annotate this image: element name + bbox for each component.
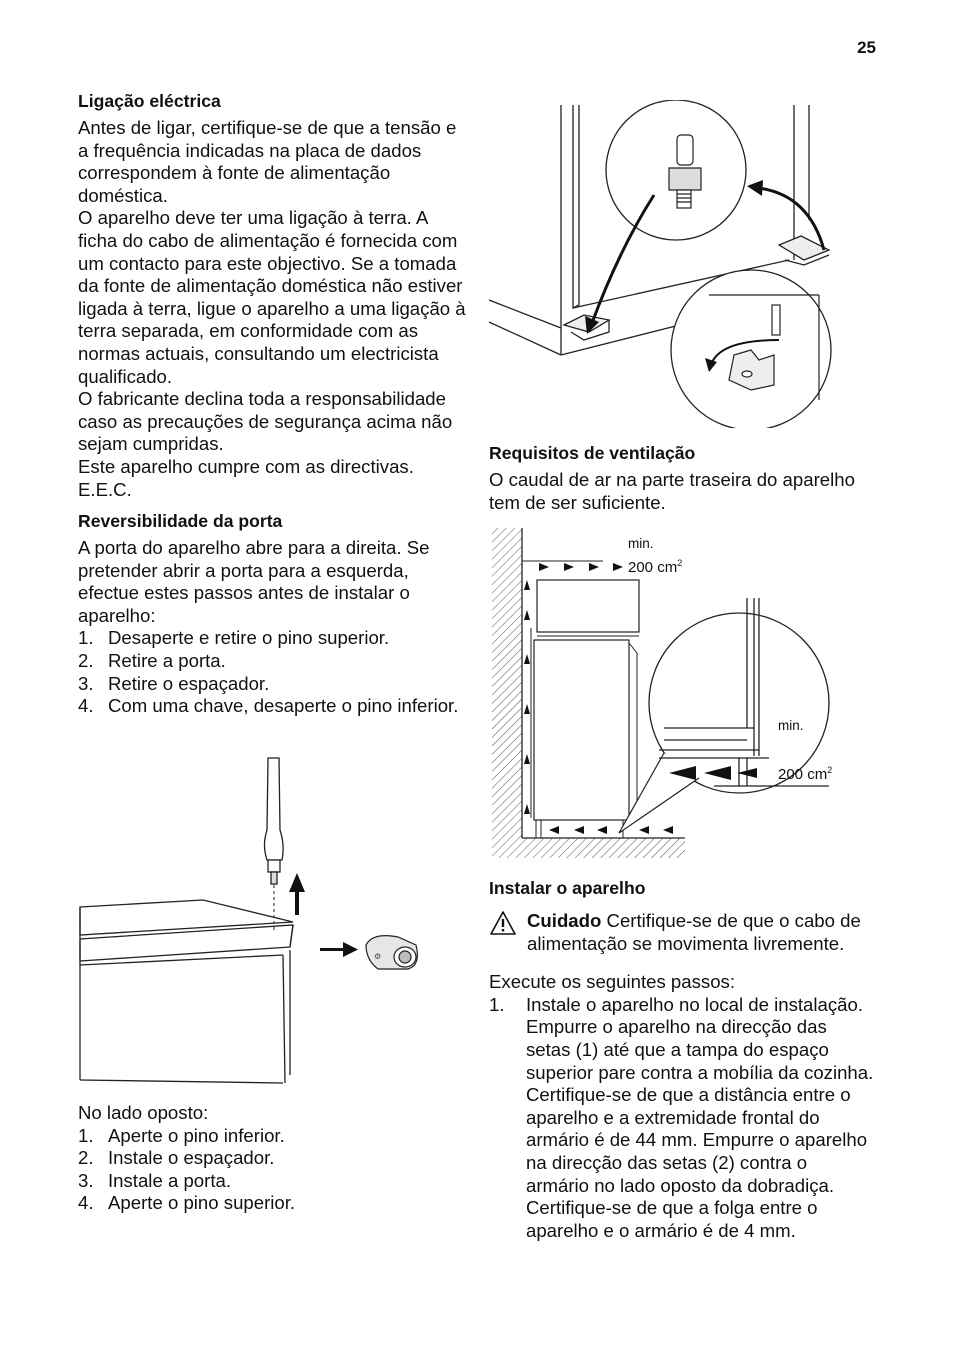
list-item: 4. Aperte o pino superior.: [78, 1192, 296, 1214]
ventilation-section: [489, 442, 883, 514]
left-column: [78, 90, 470, 727]
door-intro: A porta do aparelho abre para a direita. Se pretender abrir a porta para a esquerda, efectue estes passos antes de instalar o aparelho:: [78, 537, 430, 626]
door-section: [78, 510, 470, 718]
electrical-paragraph: Este aparelho cumpre com as directivas. E.E.C.: [78, 455, 414, 500]
list-item: 1. Instale o aparelho no local de instalação. Empurre o aparelho na direcção das setas (1) até que a tampa do espaço superior pare contra a mobília da cozinha. Certifique-se de que a distância entre o aparelho e a extremidade frontal do armário é de 44 mm. Empurre o aparelho na direcção das setas (2) contra o armário no lado oposto da dobradiça. Certifique-se de que a folga entre o aparelho e o armário é de 4 mm.: [489, 993, 874, 1241]
hinge-pin-illustration: [489, 100, 834, 428]
electrical-paragraph: Antes de ligar, certifique-se de que a tensão e a frequência indicadas na placa de dados correspondem à fonte de alimentação doméstica.: [78, 117, 457, 206]
vent-label-min-bottom: min.: [778, 718, 804, 733]
list-item: 3. Instale a porta.: [78, 1169, 232, 1191]
door-heading: Reversibilidade da porta: [78, 511, 283, 532]
warning-text: Cuidado Certifique-se de que o cabo de alimentação se movimenta livremente.: [527, 910, 861, 954]
warning-box: [489, 910, 883, 955]
install-steps: [489, 994, 883, 1243]
warning-title: Cuidado: [527, 910, 602, 931]
vent-label-area-bottom: 200 $cm^2$: [778, 765, 833, 783]
list-item: 3. Retire o espaçador.: [78, 672, 270, 694]
electrical-paragraph: O fabricante declina toda a responsabilidade caso as precauções de segurança acima não sejam cumpridas.: [78, 388, 453, 455]
svg-text:⚙: ⚙: [374, 952, 382, 961]
install-heading: Instalar o aparelho: [489, 878, 646, 898]
list-item: 1. Aperte o pino inferior.: [78, 1124, 285, 1146]
ventilation-heading: Requisitos de ventilação: [489, 443, 696, 463]
door-hinge-illustration: [78, 755, 470, 1090]
list-item: 1. Desaperte e retire o pino superior.: [78, 627, 390, 649]
vent-label-area-top: 200 $cm^2$: [628, 558, 683, 576]
vent-label-min-top: min.: [628, 536, 654, 551]
install-section: [489, 877, 883, 1242]
opposite-steps: [78, 1125, 470, 1215]
electrical-heading: Ligação eléctrica: [78, 91, 221, 111]
electrical-paragraph: O aparelho deve ter uma ligação à terra. A ficha do cabo de alimentação é fornecida com um contacto para este objectivo. Se a tomada da fonte de alimentação doméstica não estiver ligada à terra, ligue o aparelho a uma ligação à terra separada, em conformidade com as normas actuais, consultando um electricista qualificado.: [78, 207, 466, 387]
warning-icon: [489, 910, 517, 936]
ventilation-text: O caudal de ar na parte traseira do aparelho tem de ser suficiente.: [489, 469, 855, 513]
ventilation-illustration: [489, 528, 839, 860]
list-item: 4. Com uma chave, desaperte o pino inferior.: [78, 695, 459, 717]
list-item: 2. Retire a porta.: [78, 650, 226, 672]
opposite-side-section: [78, 1102, 470, 1215]
list-item: 2. Instale o espaçador.: [78, 1147, 275, 1169]
install-steps-intro: Execute os seguintes passos:: [489, 971, 735, 993]
door-steps: [78, 627, 470, 717]
electrical-section: [78, 90, 470, 501]
opposite-label: No lado oposto:: [78, 1102, 209, 1123]
page-number: 25: [857, 38, 876, 57]
